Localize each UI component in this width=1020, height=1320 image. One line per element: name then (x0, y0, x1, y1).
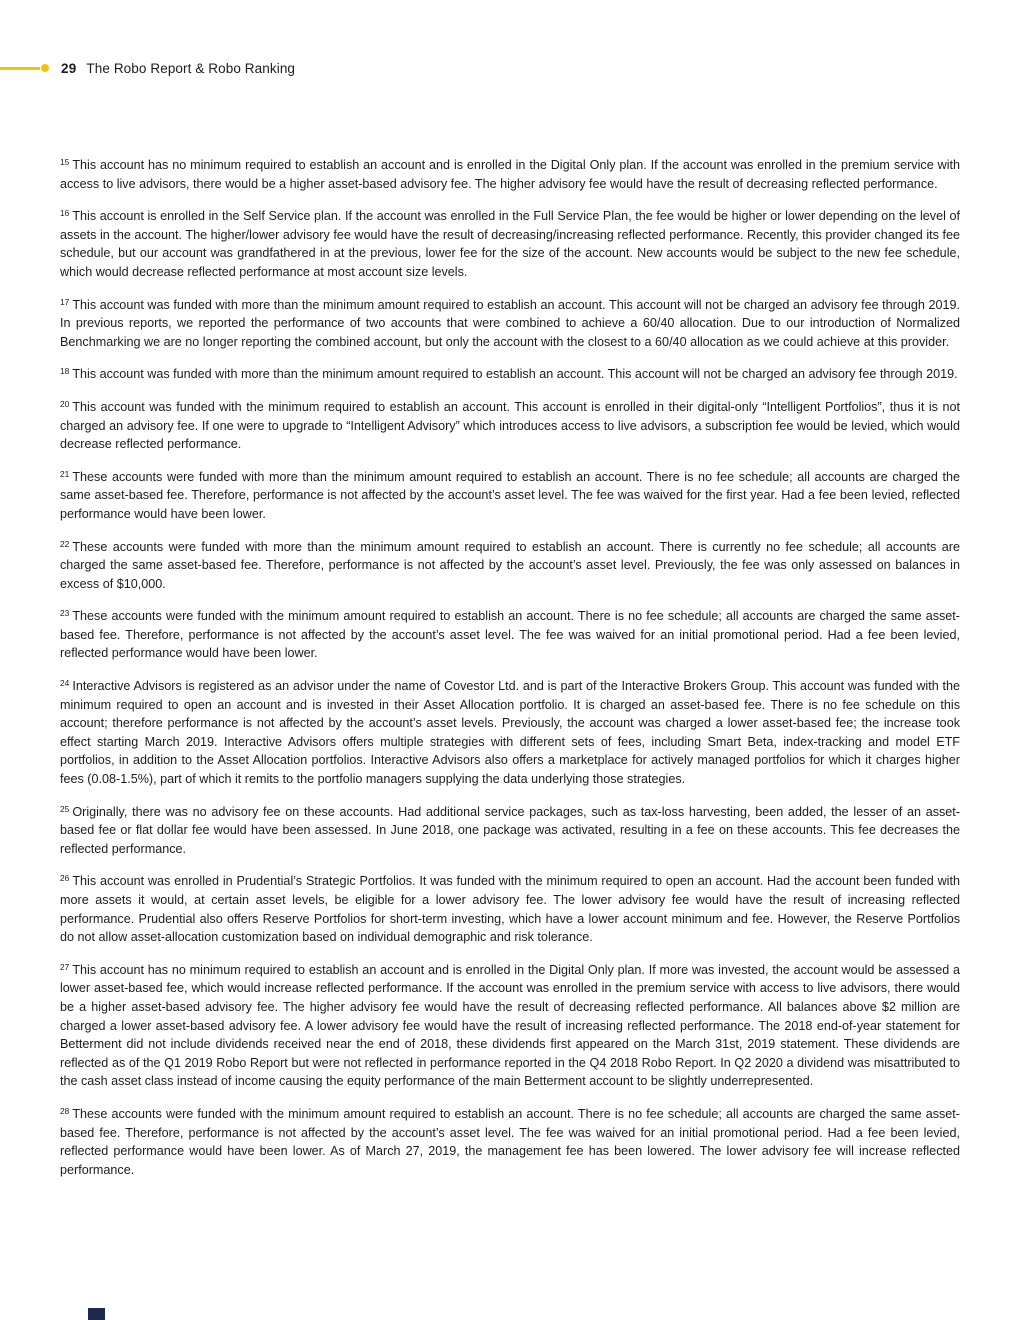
footnote-text: This account is enrolled in the Self Service plan. If the account was enrolled in the Full Service Plan, the fee would be higher or lower depending on the level of assets in the account. The higher/lower advisory fee would have the result of decreasing/increasing reflected performance. Recently, this provider changed its fee schedule, but our account was grandfathered in at the previous, lower fee for the size of the account. New accounts would be subject to the new fee schedule, which would decrease reflected performance at most account size levels. (60, 209, 960, 279)
footnote-text: Originally, there was no advisory fee on these accounts. Had additional service packages, such as tax-loss harvesting, been added, the lesser of an asset-based fee or flat dollar fee would have been assessed. In June 2018, one package was activated, resulting in a fee on these accounts. This fee decreases the reflected performance. (60, 804, 960, 856)
footnote-number: 17 (60, 296, 70, 307)
footnote (60, 156, 960, 193)
footnote-text: This account was funded with more than the minimum amount required to establish an account. This account will not be charged an advisory fee through 2019. (72, 367, 958, 382)
footnote (60, 296, 960, 352)
footnote-number: 20 (60, 398, 70, 409)
footnote-text: This account has no minimum required to establish an account and is enrolled in the Digital Only plan. If more was invested, the account would be assessed a lower asset-based fee, which would increase reflected performance. If the account was enrolled in the premium service with access to live advisors, there would be a higher asset-based advisory fee. The higher advisory fee would have the result of decreasing reflected performance. All balances above $2 million are charged a lower asset-based advisory fee. A lower advisory fee would have the result of increasing reflected performance. The 2018 end-of-year statement for Betterment did not include dividends received near the end of 2018, these dividends first appeared on the March 31st, 2019 statement. These dividends are reflected as of the Q1 2019 Robo Report but were not reflected in performance reported in the Q4 2018 Robo Report. In Q2 2020 a dividend was misattributed to the cash asset class instead of income causing the equity performance of the main Betterment account to be slightly underrepresented. (60, 962, 960, 1089)
footnote-number: 18 (60, 366, 70, 377)
footnote-number: 27 (60, 961, 70, 972)
footnote (60, 468, 960, 524)
footnote-text: These accounts were funded with more than the minimum amount required to establish an account. There is currently no fee schedule; all accounts are charged the same asset-based fee. Therefore, performance is not affected by the account’s asset level. Previously, the fee was only assessed on balances in excess of $10,000. (60, 539, 960, 591)
footnote (60, 538, 960, 594)
footnote (60, 607, 960, 663)
report-title: The Robo Report & Robo Ranking (86, 60, 296, 76)
footnote (60, 961, 960, 1091)
footnote-text: These accounts were funded with more than the minimum amount required to establish an account. There is no fee schedule; all accounts are charged the same asset-based fee. Therefore, performance is not affected by the account’s asset level. The fee was waived for the first year. Had a fee been levied, reflected performance would have been lower. (60, 469, 960, 521)
footnote-number: 25 (60, 803, 70, 814)
footnotes-section (60, 156, 960, 1193)
footnote-number: 15 (60, 157, 70, 167)
page-number: 29 (61, 60, 77, 76)
footnote (60, 677, 960, 789)
footnote-text: These accounts were funded with the minimum amount required to establish an account. There is no fee schedule; all accounts are charged the same asset-based fee. Therefore, performance is not affected by the account’s asset level. The fee was waived for an initial promotional period. Had a fee been levied, reflected performance would have been lower. As of March 27, 2019, the management fee has been lowered. The lower advisory fee will increase reflected performance. (60, 1106, 960, 1177)
footnote-number: 21 (60, 468, 70, 479)
footnote-number: 28 (60, 1105, 70, 1116)
footnote-text: This account was funded with more than the minimum amount required to establish an account. This account will not be charged an advisory fee through 2019. In previous reports, we reported the performance of two accounts that were combined to achieve a 60/40 allocation. Due to our introduction of Normalized Benchmarking we are no longer reporting the combined account, but only the account with the closest to a 60/40 allocation as we could achieve at this provider. (60, 297, 960, 349)
footnote-number: 23 (60, 608, 70, 619)
footnote (60, 1105, 960, 1179)
footnote-number: 24 (60, 678, 70, 689)
footnote-number: 16 (60, 208, 70, 219)
footnote-number: 22 (60, 538, 70, 549)
footnote-number: 26 (60, 873, 70, 884)
footnote-text: These accounts were funded with the minimum amount required to establish an account. There is no fee schedule; all accounts are charged the same asset-based fee. Therefore, performance is not affected by the account’s asset level. The fee was waived for an initial promotional period. Had a fee been levied, reflected performance would have been lower. (60, 609, 960, 661)
footnote (60, 398, 960, 454)
footnote-text: This account has no minimum required to establish an account and is enrolled in the Digital Only plan. If the account was enrolled in the premium service with access to live advisors, there would be a higher asset-based advisory fee. The higher advisory fee would have the result of decreasing reflected performance. (60, 158, 960, 191)
footnote-text: This account was enrolled in Prudential’s Strategic Portfolios. It was funded with the minimum required to open an account. Had the account been funded with more assets it would, at certain asset levels, be eligible for a lower advisory fee. The lower advisory fee would have the result of increasing reflected performance. Prudential also offers Reserve Portfolios for short-term investing, which have a lower account minimum and fee. However, the Reserve Portfolios do not allow asset-allocation customization based on individual demographic and risk tolerance. (60, 874, 960, 945)
footnote (60, 365, 960, 384)
footnote-text: Interactive Advisors is registered as an advisor under the name of Covestor Ltd. and is part of the Interactive Brokers Group. This account was funded with the minimum required to open an account and is invested in their Asset Allocation portfolio. It is charged an asset-based fee. There is no fee schedule on this account; therefore performance is not affected by the account’s asset levels. Previously, the account was charged a lower asset-based fee; the increase took effect starting March 2019. Interactive Advisors offers multiple strategies with different sets of fees, including Smart Beta, index-tracking and model ETF portfolios, in addition to the Asset Allocation portfolios. Interactive Advisors also offers a marketplace for actively managed portfolios for which it charges higher fees (0.08-1.5%), part of which it remits to the portfolio managers supplying the data underlying those strategies. (60, 679, 960, 787)
accent-dot-icon (41, 64, 49, 72)
accent-line (0, 67, 40, 70)
footnote (60, 803, 960, 859)
footer-tab-marker (88, 1308, 105, 1320)
page-header (0, 60, 295, 76)
footnote (60, 207, 960, 281)
footnote-text: This account was funded with the minimum required to establish an account. This account is enrolled in their digital-only “Intelligent Portfolios”, thus it is not charged an advisory fee. If one were to upgrade to “Intelligent Advisory” which introduces access to live advisors, a subscription fee would be levied, which would decrease reflected performance. (60, 399, 960, 452)
footnote (60, 872, 960, 946)
